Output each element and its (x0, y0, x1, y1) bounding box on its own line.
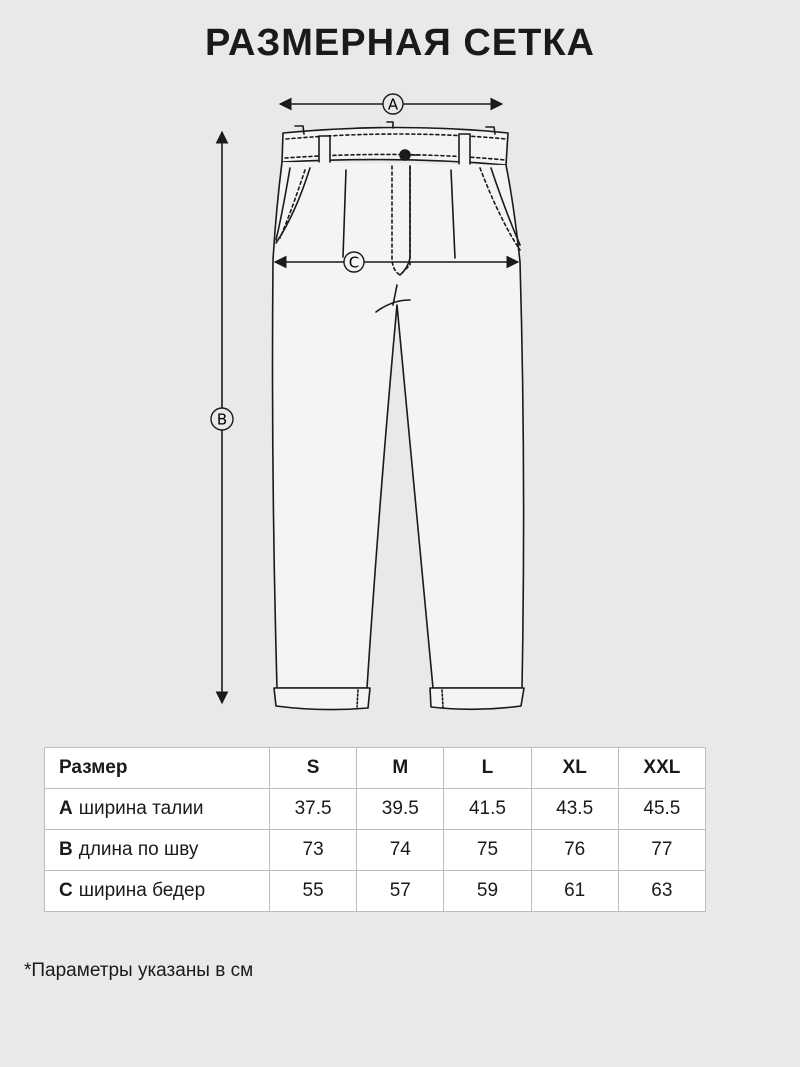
table-cell: 63 (618, 871, 705, 912)
table-cell: 59 (444, 871, 531, 912)
table-cell: 55 (270, 871, 357, 912)
row-label (45, 830, 270, 871)
marker-a-label: A (387, 95, 399, 114)
table-cell: 37.5 (270, 789, 357, 830)
table-row (45, 871, 706, 912)
table-cell: 43.5 (531, 789, 618, 830)
header-size: Размер (45, 748, 270, 789)
measure-b (211, 132, 233, 703)
page-title: РАЗМЕРНАЯ СЕТКА (205, 22, 595, 64)
row-label-text: длина по шву (78, 839, 199, 860)
measure-a (280, 94, 502, 114)
header-s: S (270, 748, 357, 789)
marker-b-label: B (216, 410, 228, 429)
pants-outline (273, 122, 525, 710)
table-row (45, 830, 706, 871)
table-cell: 74 (357, 830, 444, 871)
table-cell: 39.5 (357, 789, 444, 830)
footnote: *Параметры указаны в см (24, 960, 254, 981)
marker-c-label: C (348, 253, 360, 272)
table-row (45, 789, 706, 830)
row-label (45, 789, 270, 830)
header-l: L (444, 748, 531, 789)
table-cell: 41.5 (444, 789, 531, 830)
table-cell: 76 (531, 830, 618, 871)
table-cell: 73 (270, 830, 357, 871)
table-cell: 57 (357, 871, 444, 912)
table-cell: 77 (618, 830, 705, 871)
row-letter: C (59, 880, 73, 901)
size-table (44, 747, 706, 912)
row-letter: A (59, 798, 73, 819)
row-label (45, 871, 270, 912)
row-label-text: ширина талии (78, 798, 204, 819)
header-xxl: XXL (618, 748, 705, 789)
row-letter: B (59, 839, 73, 860)
header-m: M (357, 748, 444, 789)
table-cell: 61 (531, 871, 618, 912)
row-label-text: ширина бедер (78, 880, 206, 901)
header-xl: XL (531, 748, 618, 789)
table-cell: 75 (444, 830, 531, 871)
table-cell: 45.5 (618, 789, 705, 830)
table-header-row (45, 748, 706, 789)
